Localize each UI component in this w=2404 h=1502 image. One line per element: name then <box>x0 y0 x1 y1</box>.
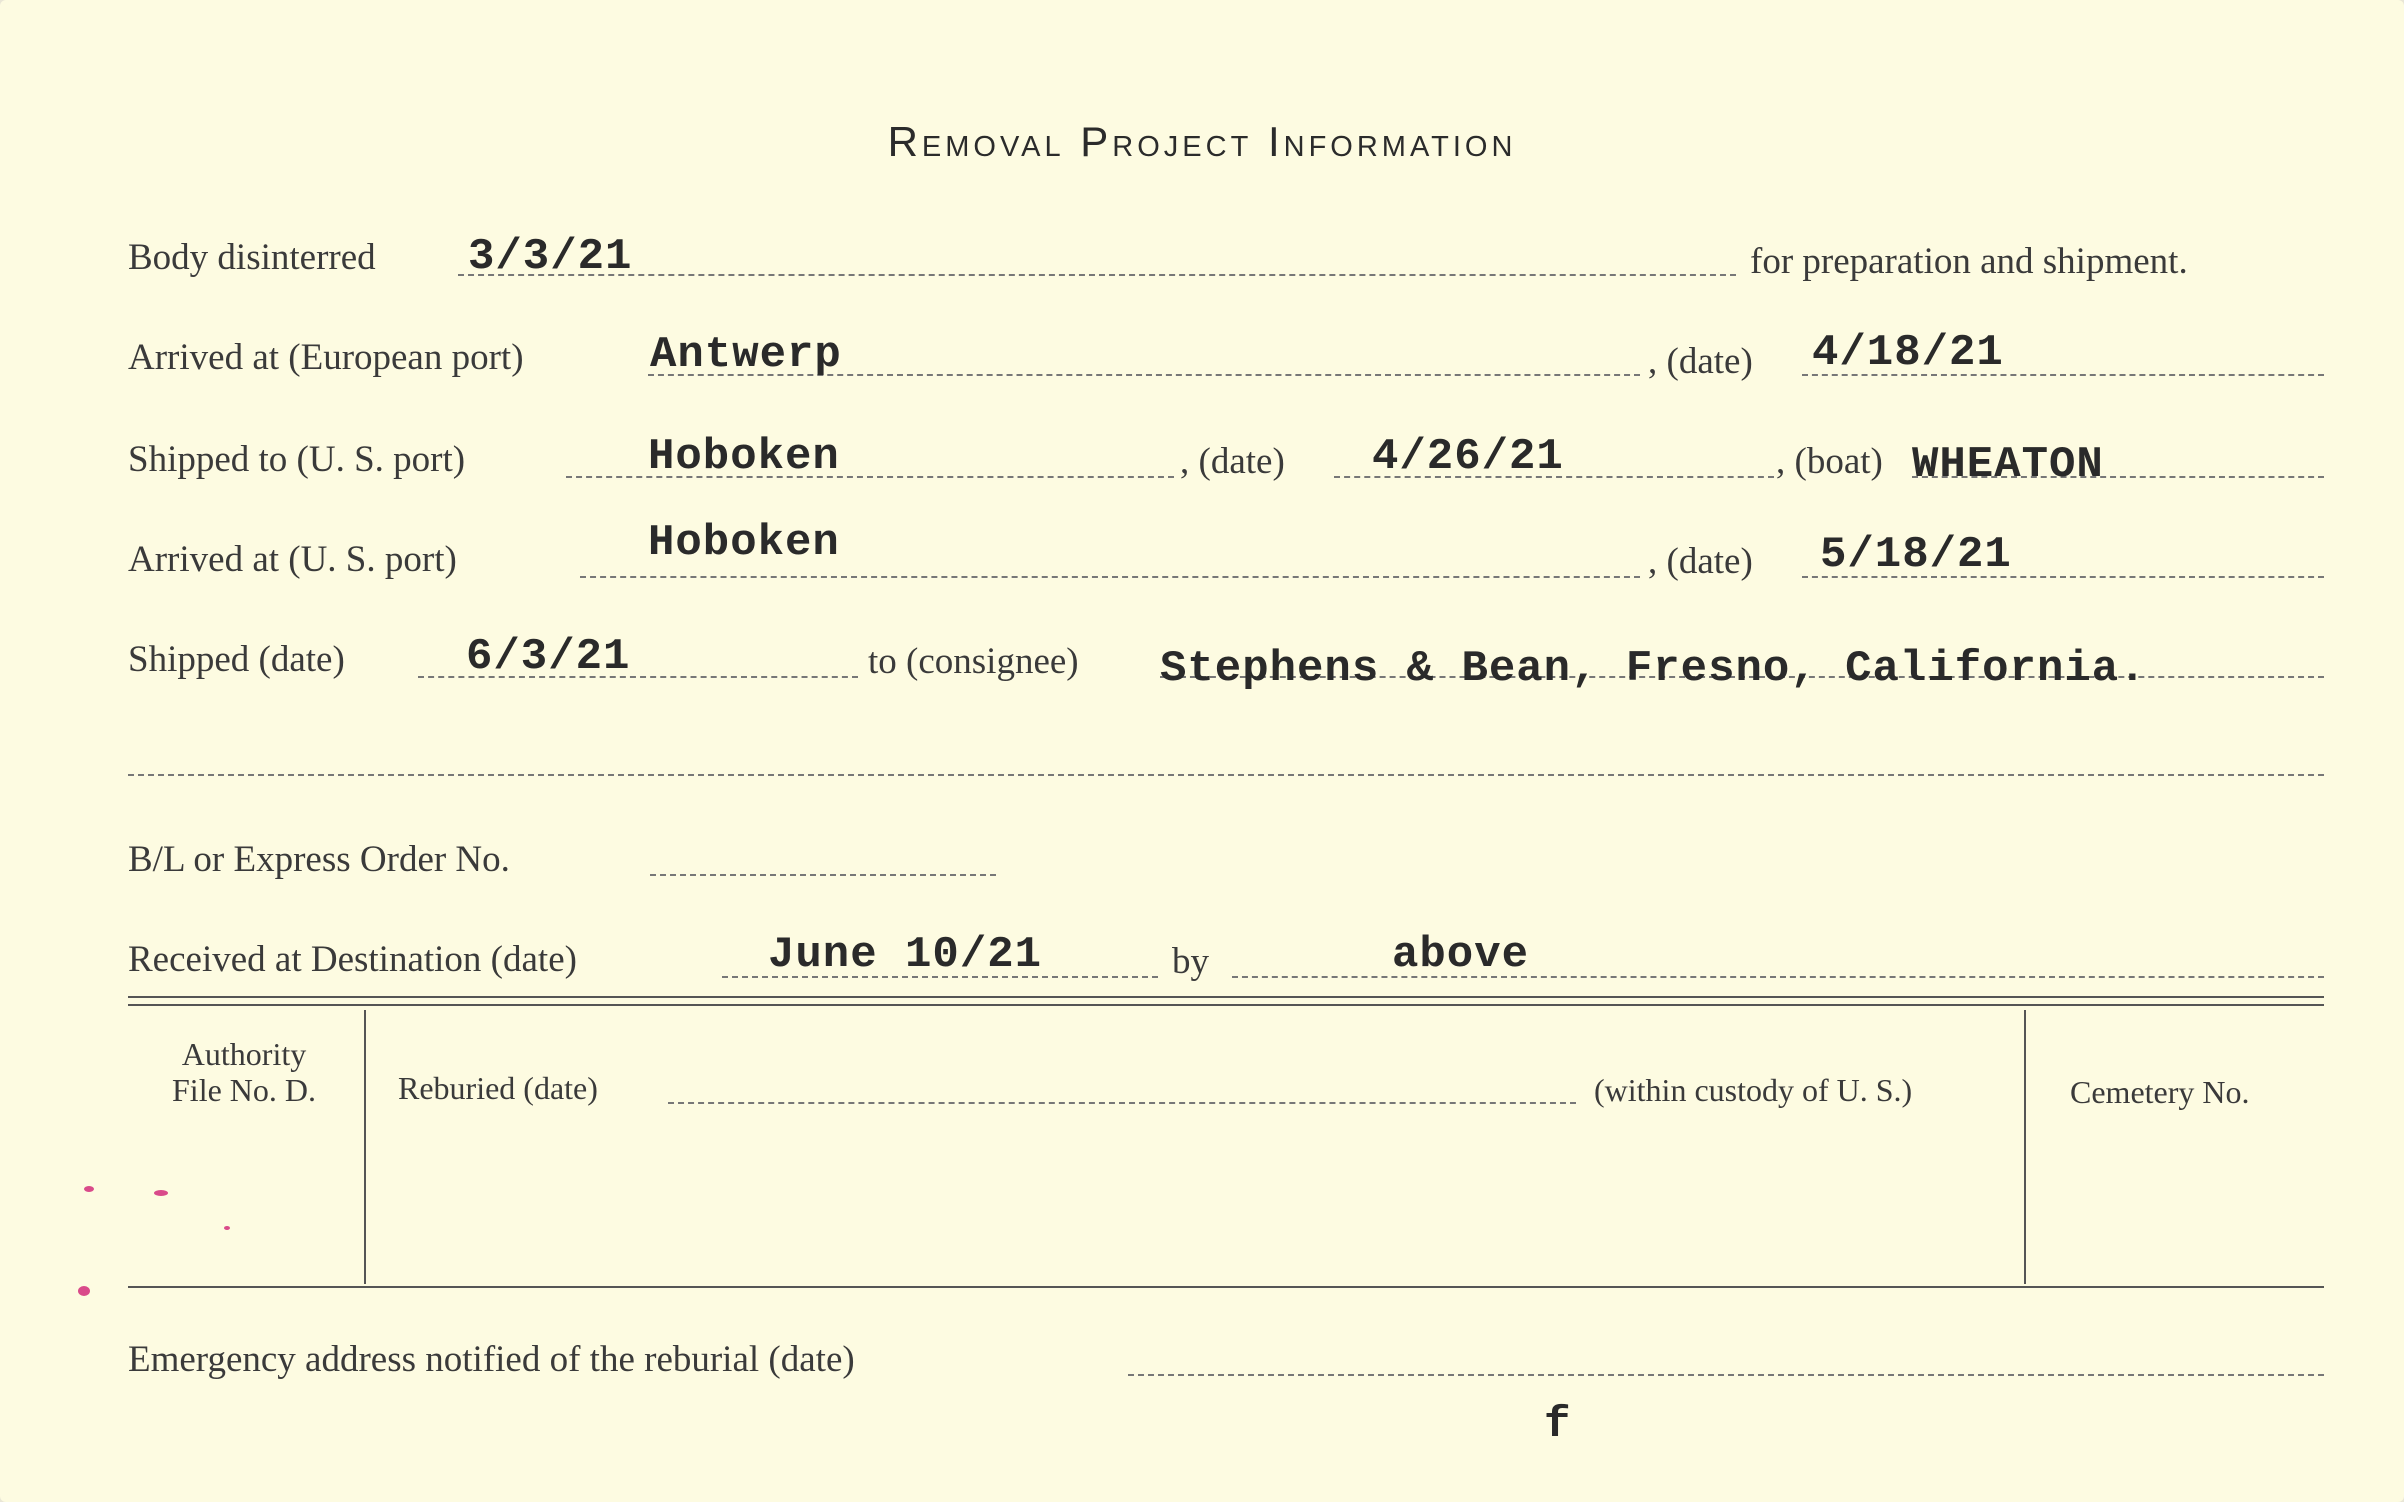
box-top-rule-2 <box>128 1004 2324 1006</box>
preparation-shipment-label: for preparation and shipment. <box>1750 241 2188 282</box>
authority-label-line1: Authority <box>181 1036 307 1072</box>
us-port-arrived-label: Arrived at (U. S. port) <box>128 539 457 580</box>
us-port-arrived-date-label: , (date) <box>1648 541 1753 582</box>
consignee-value: Stephens & Bean, Fresno, California. <box>1160 644 2147 694</box>
box-divider-left <box>364 1010 366 1284</box>
cemetery-no-label: Cemetery No. <box>2070 1074 2250 1110</box>
body-disinterred-line <box>458 274 1736 276</box>
us-port-arrived-line <box>580 576 1640 578</box>
ink-smudge <box>84 1186 94 1192</box>
blank-line <box>128 774 2324 776</box>
us-port-shipped-value: Hoboken <box>648 432 840 482</box>
shipped-date-value: 6/3/21 <box>466 632 631 682</box>
bl-express-order-line <box>650 874 996 876</box>
us-port-arrived-value: Hoboken <box>648 518 840 568</box>
consignee-label: to (consignee) <box>868 641 1079 682</box>
ink-smudge <box>224 1226 230 1230</box>
shipped-date-label: Shipped (date) <box>128 639 345 680</box>
authority-label-line2: File No. D. <box>172 1072 316 1108</box>
boat-label: , (boat) <box>1776 441 1883 482</box>
us-port-shipped-date-value: 4/26/21 <box>1372 432 1564 482</box>
authority-file-label <box>128 1036 360 1108</box>
footer-mark: f <box>1544 1400 1572 1450</box>
us-port-arrived-date-value: 5/18/21 <box>1820 530 2012 580</box>
custody-label: (within custody of U. S.) <box>1594 1072 1913 1108</box>
european-port-label: Arrived at (European port) <box>128 337 524 378</box>
box-top-rule-1 <box>128 996 2324 998</box>
reburied-date-line <box>668 1102 1576 1104</box>
european-port-date-label: , (date) <box>1648 341 1753 382</box>
received-destination-label: Received at Destination (date) <box>128 939 577 980</box>
received-destination-value: June 10/21 <box>768 930 1043 980</box>
boat-value: WHEATON <box>1912 440 2104 490</box>
ink-smudge <box>154 1190 168 1196</box>
us-port-shipped-label: Shipped to (U. S. port) <box>128 439 466 480</box>
box-bottom-rule <box>128 1286 2324 1288</box>
received-by-label: by <box>1172 941 1209 982</box>
body-disinterred-value: 3/3/21 <box>468 232 633 282</box>
bl-express-order-label: B/L or Express Order No. <box>128 839 510 880</box>
european-port-value: Antwerp <box>650 330 842 380</box>
body-disinterred-label: Body disinterred <box>128 237 376 278</box>
ink-smudge <box>78 1286 90 1296</box>
us-port-shipped-date-label: , (date) <box>1180 441 1285 482</box>
received-by-value: above <box>1392 930 1530 980</box>
emergency-address-line <box>1128 1374 2324 1376</box>
emergency-address-label: Emergency address notified of the reburial (date) <box>128 1339 855 1380</box>
reburied-date-label: Reburied (date) <box>398 1070 598 1106</box>
european-port-date-value: 4/18/21 <box>1812 328 2004 378</box>
card-title: Removal Project Information <box>887 118 1517 165</box>
box-divider-right <box>2024 1010 2026 1284</box>
